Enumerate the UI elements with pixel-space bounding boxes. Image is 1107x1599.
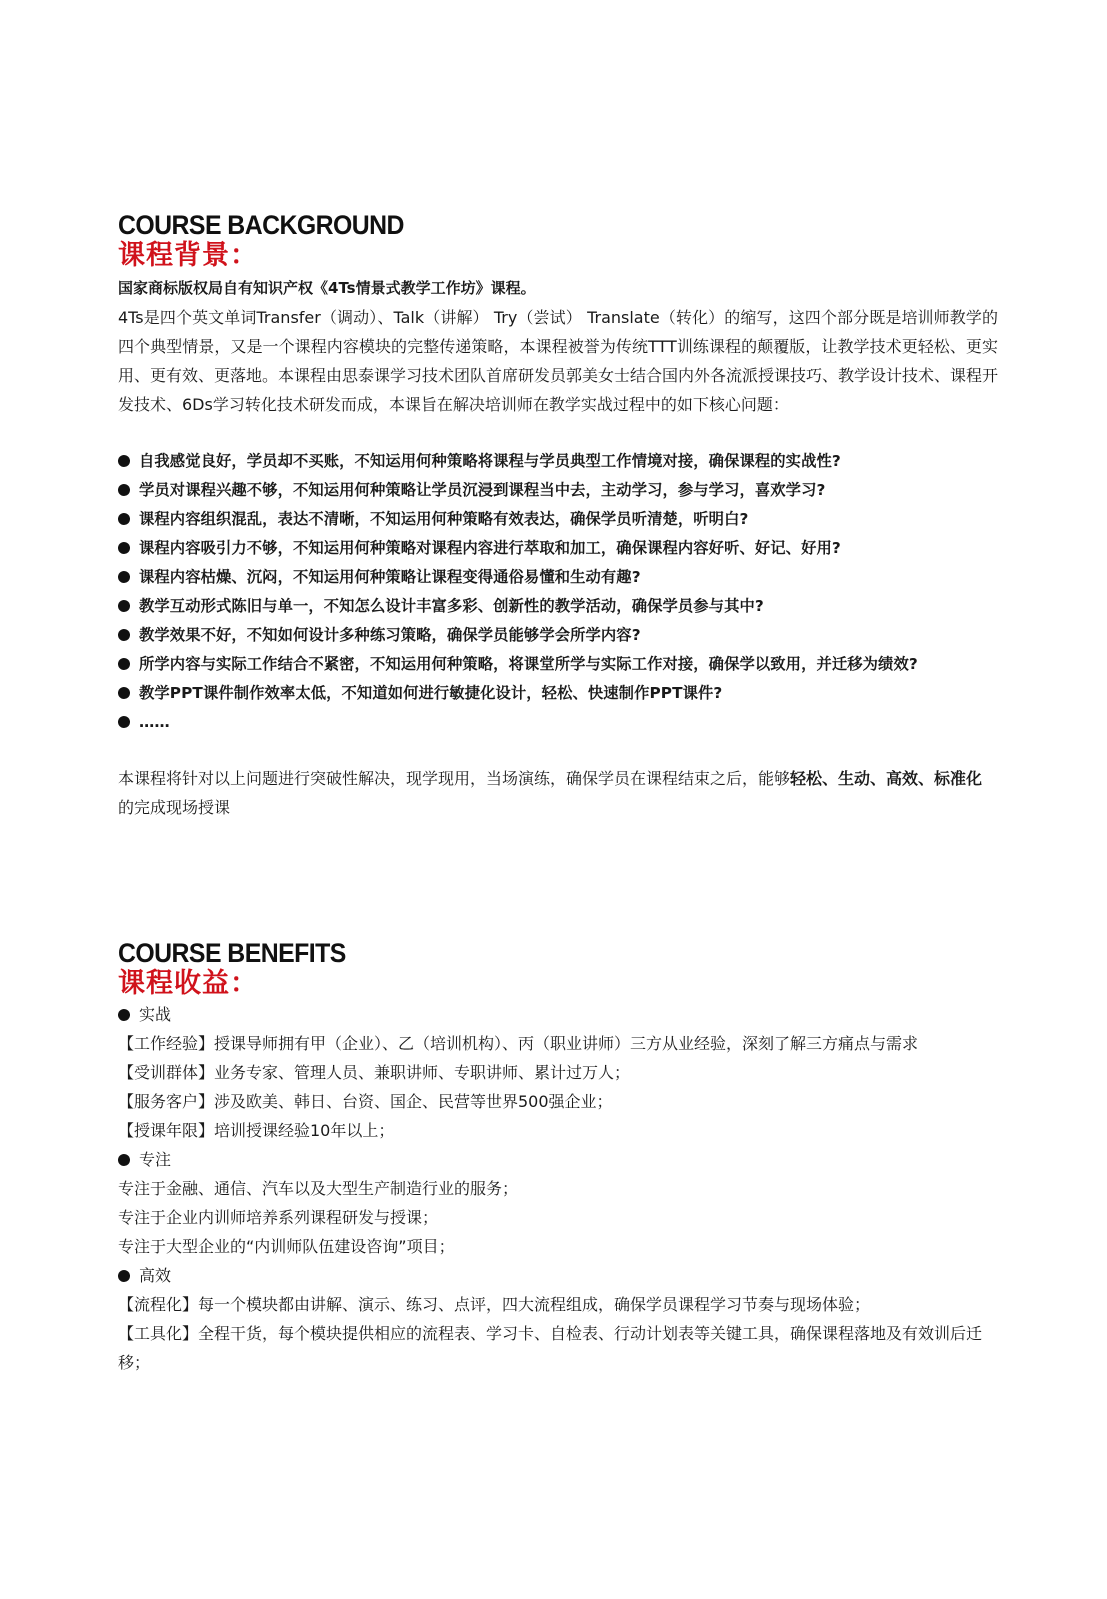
bullet-dot-icon — [118, 629, 130, 641]
benefit-line: 专注于大型企业的“内训师队伍建设咨询”项目； — [118, 1237, 455, 1256]
list-item: 课程内容吸引力不够，不知运用何种策略对课程内容进行萃取和加工，确保课程内容好听、好记、好用? — [118, 534, 998, 563]
background-en-title: COURSE BACKGROUND — [118, 210, 404, 240]
bullet-dot-icon — [118, 600, 130, 612]
benefit-line: 【流程化】每一个模块都由讲解、演示、练习、点评，四大流程组成，确保学员课程学习节奏与现场体验； — [118, 1295, 871, 1314]
benefits-en-title: COURSE BENEFITS — [118, 938, 346, 968]
bullet-dot-icon — [118, 1009, 130, 1021]
bullet-dot-icon — [118, 716, 130, 728]
list-item: 所学内容与实际工作结合不紧密，不知运用何种策略，将课堂所学与实际工作对接，确保学以致用，并迁移为绩效? — [118, 650, 998, 679]
benefit-line: 【授课年限】培训授课经验10年以上； — [118, 1121, 395, 1140]
background-summary: 本课程将针对以上问题进行突破性解决，现学现用，当场演练，确保学员在课程结束之后，能够轻松、生动、高效、标准化的完成现场授课 — [118, 769, 983, 817]
benefit-group-title: 实战 — [118, 1000, 998, 1029]
background-cn-title: 课程背景： — [118, 240, 258, 271]
background-lead: 国家商标版权局自有知识产权《4Ts情景式教学工作坊》课程。 — [118, 279, 536, 297]
bullet-dot-icon — [118, 687, 130, 699]
list-item: …… — [118, 708, 998, 737]
bullet-dot-icon — [118, 658, 130, 670]
problem-list — [118, 447, 998, 737]
bullet-dot-icon — [118, 542, 130, 554]
benefits-cn-title: 课程收益： — [118, 968, 258, 999]
benefit-group-title: 专注 — [118, 1145, 998, 1174]
list-item: 学员对课程兴趣不够，不知运用何种策略让学员沉浸到课程当中去，主动学习，参与学习，喜欢学习? — [118, 476, 998, 505]
bullet-dot-icon — [118, 513, 130, 525]
bullet-dot-icon — [118, 455, 130, 467]
list-item: 课程内容组织混乱，表达不清晰，不知运用何种策略有效表达，确保学员听清楚，听明白? — [118, 505, 998, 534]
bullet-dot-icon — [118, 1154, 130, 1166]
bullet-dot-icon — [118, 1270, 130, 1282]
list-item: 教学效果不好，不知如何设计多种练习策略，确保学员能够学会所学内容? — [118, 621, 998, 650]
benefit-line: 【受训群体】业务专家、管理人员、兼职讲师、专职讲师、累计过万人； — [118, 1063, 631, 1082]
bullet-dot-icon — [118, 571, 130, 583]
list-item: 自我感觉良好，学员却不买账，不知运用何种策略将课程与学员典型工作情境对接，确保课程的实战性? — [118, 447, 998, 476]
course-background-section — [118, 210, 998, 822]
background-intro: 4Ts是四个英文单词Transfer（调动）、Talk（讲解） Try（尝试） Translate（转化）的缩写，这四个部分既是培训师教学的四个典型情景，又是一个课程内容模块的完整传递策略，本课程被誉为传统TTT训练课程的颠覆版，让教学技术更轻松、更实用、更有效、更落地。本课程由思泰课学习技术团队首席研发员郭美女士结合国内外各流派授课技巧、教学设计技术、课程开发技术、6Ds学习转化技术研发而成，本课旨在解决培训师在教学实战过程中的如下核心问题： — [118, 308, 999, 414]
benefit-line: 【工作经验】授课导师拥有甲（企业）、乙（培训机构）、丙（职业讲师）三方从业经验，深刻了解三方痛点与需求 — [118, 1034, 919, 1053]
list-item: 教学PPT课件制作效率太低，不知道如何进行敏捷化设计，轻松、快速制作PPT课件? — [118, 679, 998, 708]
bullet-dot-icon — [118, 484, 130, 496]
benefit-line: 【工具化】全程干货，每个模块提供相应的流程表、学习卡、自检表、行动计划表等关键工具，确保课程落地及有效训后迁移； — [118, 1324, 983, 1372]
course-benefits-section — [118, 938, 998, 1377]
benefit-group-title: 高效 — [118, 1261, 998, 1290]
benefit-line: 专注于金融、通信、汽车以及大型生产制造行业的服务； — [118, 1179, 519, 1198]
benefit-line: 【服务客户】涉及欧美、韩日、台资、国企、民营等世界500强企业； — [118, 1092, 613, 1111]
list-item: 教学互动形式陈旧与单一，不知怎么设计丰富多彩、创新性的教学活动，确保学员参与其中? — [118, 592, 998, 621]
benefit-line: 专注于企业内训师培养系列课程研发与授课； — [118, 1208, 439, 1227]
list-item: 课程内容枯燥、沉闷，不知运用何种策略让课程变得通俗易懂和生动有趣? — [118, 563, 998, 592]
